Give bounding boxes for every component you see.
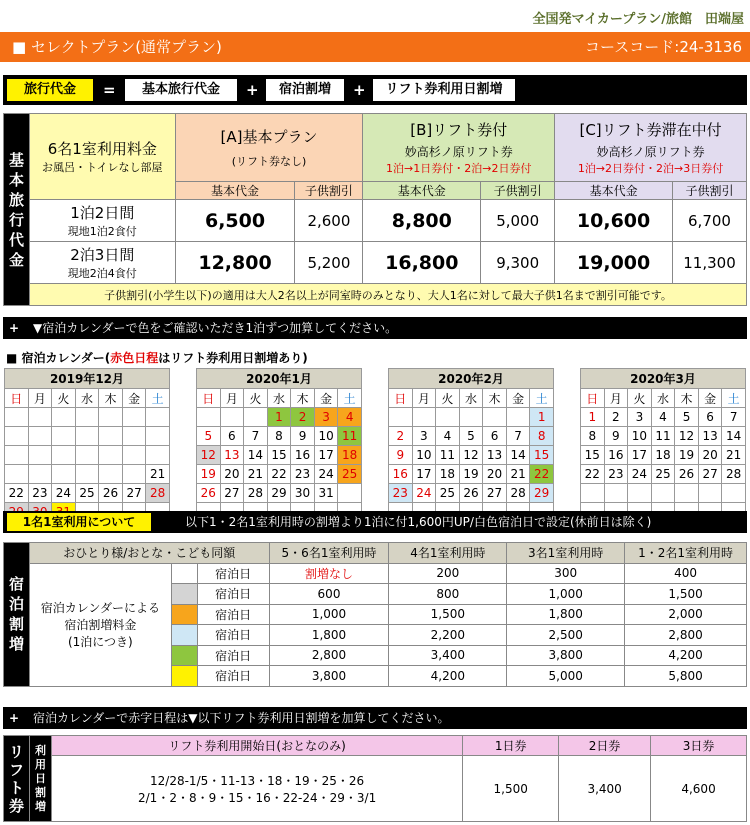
calendar-day — [220, 408, 244, 427]
calendar-day: 2 — [389, 427, 413, 446]
calendar-day: 11 — [651, 427, 675, 446]
calendar-day: 8 — [581, 427, 605, 446]
calendar-day — [146, 446, 170, 465]
calendar-day — [412, 408, 436, 427]
weekday-header: 木 — [291, 389, 315, 408]
calendar-day — [628, 484, 652, 503]
calendar-day: 20 — [698, 446, 722, 465]
child-discount-note: 子供割引(小学生以下)の適用は大人2名以上が同室時のみとなり、大人1名に対して最大子供1名まで割引可能です。 — [29, 284, 746, 306]
calendar-day: 10 — [314, 427, 338, 446]
formula-stay: 宿泊割増 — [266, 79, 344, 101]
calendar-day: 3 — [412, 427, 436, 446]
weekday-header: 日 — [5, 389, 29, 408]
lift-price-3day: 4,600 — [651, 756, 747, 822]
calendar-instruction-bar — [3, 317, 747, 339]
calendar-day: 28 — [506, 484, 530, 503]
calendar-day: 16 — [604, 446, 628, 465]
plan-c-base-col: 基本代金 — [555, 182, 673, 200]
calendar-day: 9 — [291, 427, 315, 446]
calendar-day: 7 — [244, 427, 268, 446]
calendar-day: 5 — [675, 408, 699, 427]
calendar-day: 6 — [483, 427, 507, 446]
calendar-day: 1 — [530, 408, 554, 427]
calendar-day: 26 — [99, 484, 123, 503]
calendar-day: 9 — [604, 427, 628, 446]
weekday-header: 土 — [338, 389, 362, 408]
surcharge-header-3: 3名1室利用時 — [507, 543, 625, 564]
base-fare-table — [3, 113, 747, 306]
calendar-day: 23 — [389, 484, 413, 503]
color-swatch — [171, 563, 197, 584]
calendar-day: 6 — [698, 408, 722, 427]
plan-b-base-col: 基本代金 — [363, 182, 481, 200]
calendar-day — [75, 427, 99, 446]
calendar-day — [197, 408, 221, 427]
calendar-day: 26 — [675, 465, 699, 484]
calendar-day — [338, 484, 362, 503]
calendar-day: 28 — [146, 484, 170, 503]
calendar-day: 13 — [698, 427, 722, 446]
calendar-day: 15 — [267, 446, 291, 465]
calendar-day: 23 — [604, 465, 628, 484]
single-room-bar — [3, 511, 747, 533]
weekday-header: 水 — [75, 389, 99, 408]
calendar-day — [28, 446, 52, 465]
surcharge-desc: 宿泊カレンダーによる 宿泊割増料金 (1泊につき) — [29, 563, 171, 686]
calendar-day: 22 — [581, 465, 605, 484]
calendar-day — [506, 408, 530, 427]
calendar-day: 26 — [459, 484, 483, 503]
provider-title: 全国発マイカープラン/旅館 田端屋 — [532, 12, 744, 27]
plan-a-base-col: 基本代金 — [175, 182, 295, 200]
calendar-day — [122, 446, 146, 465]
weekday-header: 火 — [436, 389, 460, 408]
weekday-header: 月 — [412, 389, 436, 408]
calendar-day — [99, 408, 123, 427]
calendar-day: 27 — [220, 484, 244, 503]
fare-row: 2泊3日間 現地2泊4食付 12,800 5,200 16,800 9,300 19,000 11,300 — [4, 242, 747, 284]
calendar-day — [5, 465, 29, 484]
lift-surcharge-table — [3, 735, 747, 822]
calendar-day: 18 — [651, 446, 675, 465]
calendar-title: 2020年2月 — [389, 369, 554, 389]
formula-plus-2: + — [353, 81, 366, 99]
calendar-day: 31 — [314, 484, 338, 503]
calendar-day: 17 — [628, 446, 652, 465]
weekday-header: 水 — [651, 389, 675, 408]
calendar-day: 24 — [52, 484, 76, 503]
calendar-day: 30 — [291, 484, 315, 503]
calendar-day — [122, 427, 146, 446]
weekday-header: 日 — [389, 389, 413, 408]
calendar-day — [99, 427, 123, 446]
plus-icon: + — [9, 711, 20, 725]
calendar-2019-12 — [4, 368, 170, 522]
calendar-day — [722, 484, 746, 503]
calendar-day: 18 — [436, 465, 460, 484]
calendar-day: 1 — [581, 408, 605, 427]
calendar-day: 17 — [314, 446, 338, 465]
lift-instruction-bar — [3, 707, 747, 729]
calendar-day — [99, 465, 123, 484]
calendar-day: 15 — [530, 446, 554, 465]
calendar-day — [99, 446, 123, 465]
calendar-day: 12 — [459, 446, 483, 465]
single-room-text: 以下1・2名1室利用時の割増より1泊に付1,600円UP/白色宿泊日で設定(休前日は除く) — [185, 515, 652, 529]
weekday-header: 日 — [581, 389, 605, 408]
calendar-day — [5, 446, 29, 465]
calendar-title: 2019年12月 — [5, 369, 170, 389]
calendar-day: 16 — [389, 465, 413, 484]
calendar-day: 6 — [220, 427, 244, 446]
calendar-day: 5 — [197, 427, 221, 446]
weekday-header: 金 — [122, 389, 146, 408]
calendar-day — [146, 427, 170, 446]
plan-b-header: [B]リフト券付 妙高杉ノ原リフト券 1泊→1日券付・2泊→2日券付 — [363, 114, 555, 182]
calendar-day — [146, 408, 170, 427]
calendar-day — [122, 465, 146, 484]
plan-a-header: [A]基本プラン (リフト券なし) — [175, 114, 363, 182]
lift-side-label: リ フ ト 券 — [4, 736, 30, 822]
single-room-label: 1名1室利用について — [7, 513, 151, 531]
weekday-header: 土 — [530, 389, 554, 408]
calendar-day — [5, 427, 29, 446]
calendar-day: 19 — [197, 465, 221, 484]
instruction-text: ▼宿泊カレンダーで色をご確認いただき1泊ずつ加算してください。 — [33, 321, 398, 335]
calendar-day: 25 — [651, 465, 675, 484]
calendar-day: 11 — [338, 427, 362, 446]
weekday-header: 日 — [197, 389, 221, 408]
surcharge-header-4: 1・2名1室利用時 — [625, 543, 747, 564]
lift-header-1: 1日券 — [463, 736, 559, 756]
calendar-day: 25 — [75, 484, 99, 503]
calendar-day: 5 — [459, 427, 483, 446]
calendar-day: 22 — [530, 465, 554, 484]
calendar-day: 27 — [122, 484, 146, 503]
calendar-day — [28, 408, 52, 427]
calendar-day: 13 — [483, 446, 507, 465]
calendar-day: 18 — [338, 446, 362, 465]
calendar-day: 21 — [244, 465, 268, 484]
calendar-day: 19 — [459, 465, 483, 484]
calendar-day: 20 — [220, 465, 244, 484]
price-formula — [3, 75, 747, 105]
instruction-text: 宿泊カレンダーで赤字日程は▼以下リフト券利用日割増を加算してください。 — [33, 711, 450, 725]
formula-plus-1: + — [246, 81, 259, 99]
surcharge-side-label: 宿 泊 割 増 — [4, 543, 30, 687]
calendar-day: 13 — [220, 446, 244, 465]
formula-lift: リフト券利用日割増 — [373, 79, 515, 101]
calendar-day — [651, 484, 675, 503]
calendar-2020-03 — [580, 368, 746, 522]
calendar-day: 11 — [436, 446, 460, 465]
plan-header-bar — [0, 32, 750, 62]
calendar-day — [604, 484, 628, 503]
calendar-day: 21 — [506, 465, 530, 484]
calendar-day: 28 — [722, 465, 746, 484]
formula-equals: = — [103, 81, 116, 99]
calendar-day — [52, 446, 76, 465]
calendar-day: 2 — [604, 408, 628, 427]
weekday-header: 月 — [220, 389, 244, 408]
calendar-day — [52, 427, 76, 446]
calendar-day — [28, 465, 52, 484]
calendar-day: 14 — [244, 446, 268, 465]
stay-surcharge-table: 宿 泊 割 増 おひとり様/おとな・こども同額 5・6名1室利用時 4名1室利用時 3名1室利用時 1・2名1室利用時 宿泊カレンダーによる 宿泊割増料金 (1泊につき) 宿泊日 割増なし 200 300 400 宿泊日 600 800 1,000 1,500 宿泊日 1,000 1,500 1,800 2,000 宿泊日 1,800 2,200 2,500 2,800 宿泊日 2,800 3,400 3,800 4,200 宿泊日 3,800 4,200 5,000 5,800 — [3, 542, 747, 687]
calendar-day: 7 — [722, 408, 746, 427]
color-swatch — [171, 666, 197, 687]
calendar-day — [581, 484, 605, 503]
calendar-day — [122, 408, 146, 427]
lift-sub-label: 利 用 日 割 増 — [29, 736, 51, 822]
calendar-day: 2 — [291, 408, 315, 427]
calendar-day: 28 — [244, 484, 268, 503]
calendar-heading: ■ 宿泊カレンダー(赤色日程はリフト券利用日割増あり) — [6, 351, 308, 365]
weekday-header: 火 — [628, 389, 652, 408]
calendar-day: 15 — [581, 446, 605, 465]
calendar-day — [459, 408, 483, 427]
calendar-day: 10 — [628, 427, 652, 446]
calendar-day — [75, 446, 99, 465]
formula-total: 旅行代金 — [7, 79, 93, 101]
calendar-day: 12 — [197, 446, 221, 465]
calendar-day: 8 — [267, 427, 291, 446]
calendar-day: 29 — [530, 484, 554, 503]
calendar-title: 2020年1月 — [197, 369, 362, 389]
weekday-header: 木 — [99, 389, 123, 408]
formula-base: 基本旅行代金 — [125, 79, 237, 101]
weekday-header: 火 — [244, 389, 268, 408]
calendar-day: 22 — [5, 484, 29, 503]
calendar-title: 2020年3月 — [581, 369, 746, 389]
weekday-header: 金 — [314, 389, 338, 408]
fare-row: 1泊2日間 現地1泊2食付 6,500 2,600 8,800 5,000 10,600 6,700 — [4, 200, 747, 242]
surcharge-header-0: おひとり様/おとな・こども同額 — [29, 543, 269, 564]
lift-dates: 12/28-1/5・11-13・18・19・25・26 2/1・2・8・9・15・16・22-24・29・3/1 — [51, 756, 462, 822]
calendar-day — [244, 408, 268, 427]
room-subtitle: お風呂・トイレなし部屋 — [42, 161, 163, 174]
calendar-day: 16 — [291, 446, 315, 465]
plan-a-child-col: 子供割引 — [295, 182, 363, 200]
plan-b-child-col: 子供割引 — [481, 182, 555, 200]
calendar-day: 9 — [389, 446, 413, 465]
weekday-header: 木 — [483, 389, 507, 408]
weekday-header: 火 — [52, 389, 76, 408]
calendar-day: 23 — [28, 484, 52, 503]
weekday-header: 土 — [722, 389, 746, 408]
calendar-day: 25 — [436, 484, 460, 503]
plus-icon: + — [9, 321, 20, 335]
calendar-day: 26 — [197, 484, 221, 503]
calendar-day: 23 — [291, 465, 315, 484]
weekday-header: 水 — [267, 389, 291, 408]
weekday-header: 水 — [459, 389, 483, 408]
color-swatch — [171, 604, 197, 625]
course-code: コースコード:24-3136 — [585, 38, 742, 56]
calendar-day: 1 — [267, 408, 291, 427]
calendar-day: 22 — [267, 465, 291, 484]
calendar-day: 12 — [675, 427, 699, 446]
fare-side-label: 基 本 旅 行 代 金 — [4, 114, 30, 306]
calendar-day: 8 — [530, 427, 554, 446]
calendar-day — [436, 408, 460, 427]
calendar-day: 20 — [483, 465, 507, 484]
calendar-day — [75, 465, 99, 484]
calendar-day: 4 — [436, 427, 460, 446]
calendar-2020-01 — [196, 368, 362, 522]
plan-title: ■ セレクトプラン(通常プラン) — [12, 38, 222, 56]
calendar-day: 24 — [314, 465, 338, 484]
calendar-day: 17 — [412, 465, 436, 484]
lift-header-3: 3日券 — [651, 736, 747, 756]
calendar-day — [52, 408, 76, 427]
lift-header-0: リフト券利用開始日(おとなのみ) — [51, 736, 462, 756]
surcharge-header-1: 5・6名1室利用時 — [269, 543, 389, 564]
calendar-day: 7 — [506, 427, 530, 446]
weekday-header: 月 — [28, 389, 52, 408]
plan-c-child-col: 子供割引 — [673, 182, 747, 200]
calendar-day — [5, 408, 29, 427]
color-swatch — [171, 625, 197, 646]
calendar-day — [389, 408, 413, 427]
weekday-header: 土 — [146, 389, 170, 408]
calendar-day: 14 — [722, 427, 746, 446]
lift-price-1day: 1,500 — [463, 756, 559, 822]
calendar-day: 27 — [483, 484, 507, 503]
calendar-day: 4 — [651, 408, 675, 427]
calendar-day — [75, 408, 99, 427]
calendar-day: 27 — [698, 465, 722, 484]
color-swatch — [171, 645, 197, 666]
calendar-day: 10 — [412, 446, 436, 465]
calendar-day: 14 — [506, 446, 530, 465]
weekday-header: 月 — [604, 389, 628, 408]
calendar-day — [52, 465, 76, 484]
calendar-day — [675, 484, 699, 503]
calendar-day — [28, 427, 52, 446]
calendar-day — [698, 484, 722, 503]
calendar-day: 3 — [628, 408, 652, 427]
calendar-day: 24 — [412, 484, 436, 503]
weekday-header: 木 — [675, 389, 699, 408]
room-type-cell — [29, 114, 175, 200]
calendar-day: 21 — [146, 465, 170, 484]
calendar-day: 4 — [338, 408, 362, 427]
plan-c-header: [C]リフト券滞在中付 妙高杉ノ原リフト券 1泊→2日券付・2泊→3日券付 — [555, 114, 747, 182]
room-title: 6名1室利用料金 — [47, 140, 157, 158]
color-swatch — [171, 584, 197, 605]
weekday-header: 金 — [506, 389, 530, 408]
lift-header-2: 2日券 — [559, 736, 651, 756]
surcharge-header-2: 4名1室利用時 — [389, 543, 507, 564]
calendar-day — [483, 408, 507, 427]
calendar-2020-02 — [388, 368, 554, 522]
calendar-day: 24 — [628, 465, 652, 484]
calendar-day: 3 — [314, 408, 338, 427]
calendar-day: 29 — [267, 484, 291, 503]
calendar-day: 19 — [675, 446, 699, 465]
calendar-day: 21 — [722, 446, 746, 465]
calendar-day: 25 — [338, 465, 362, 484]
lift-price-2day: 3,400 — [559, 756, 651, 822]
weekday-header: 金 — [698, 389, 722, 408]
